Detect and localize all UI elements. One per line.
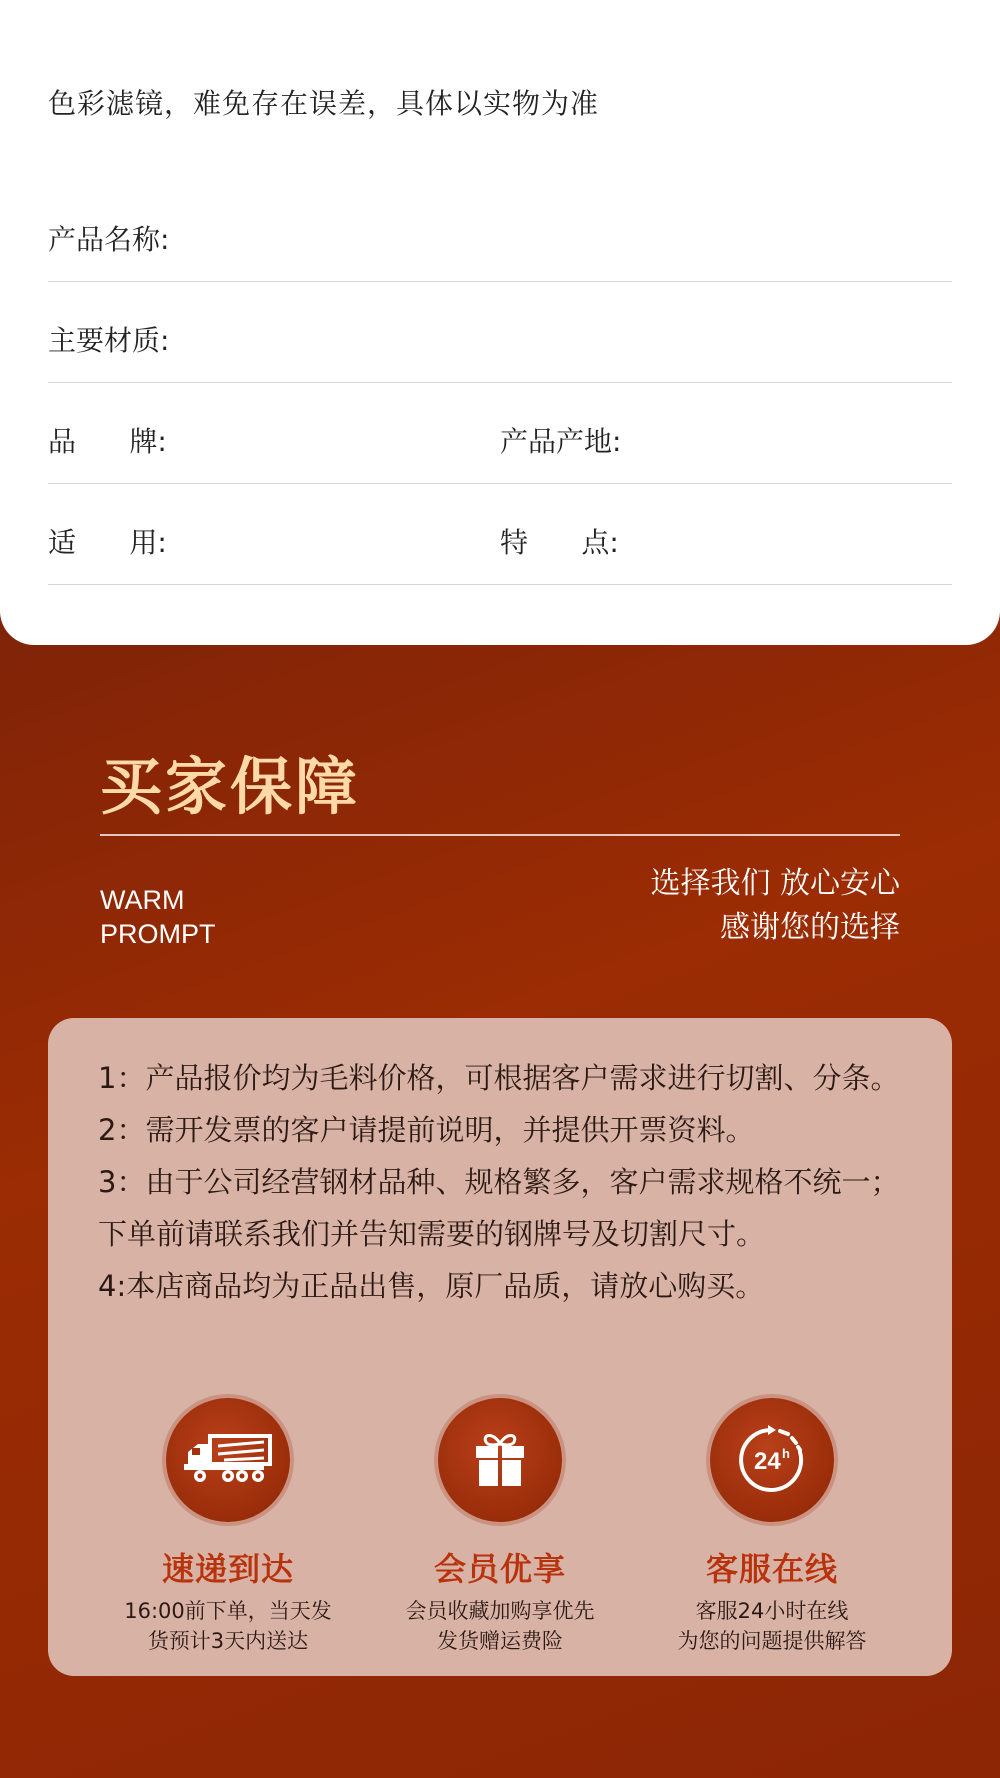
24h-service-icon bbox=[710, 1398, 834, 1522]
notice-item: 4:本店商品均为正品出售，原厂品质，请放心购买。 bbox=[98, 1269, 765, 1303]
spec-row-product-name bbox=[48, 181, 952, 282]
delivery-truck-icon bbox=[166, 1398, 290, 1522]
slogan-line1: 选择我们 放心安心 bbox=[650, 866, 900, 901]
feature-desc-member bbox=[364, 1596, 636, 1656]
feature-service bbox=[636, 1398, 908, 1656]
feature-title-delivery: 速递到达 bbox=[161, 1550, 294, 1588]
gift-box-icon bbox=[438, 1398, 562, 1522]
feature-desc-line: 货预计3天内送达 bbox=[147, 1629, 309, 1653]
feature-desc-delivery bbox=[92, 1596, 364, 1656]
spec-row-usage-features bbox=[48, 484, 952, 585]
spec-label-features: 特 点: bbox=[500, 526, 619, 559]
spec-label-product-name: 产品名称: bbox=[48, 223, 170, 256]
spec-label-material: 主要材质: bbox=[48, 324, 170, 357]
guarantee-title: 买家保障 bbox=[100, 750, 361, 823]
slogan bbox=[650, 862, 900, 950]
feature-title-service: 客服在线 bbox=[705, 1550, 838, 1588]
notice-item: 2：需开发票的客户请提前说明，并提供开票资料。 bbox=[98, 1113, 755, 1147]
color-disclaimer: 色彩滤镜，难免存在误差，具体以实物为准 bbox=[48, 87, 600, 120]
guarantee-divider bbox=[100, 834, 900, 836]
feature-desc-line: 为您的问题提供解答 bbox=[677, 1629, 867, 1653]
feature-desc-line: 客服24小时在线 bbox=[695, 1599, 849, 1623]
notice-card bbox=[48, 1018, 952, 1676]
24h-icon-number: 24 bbox=[754, 1448, 781, 1475]
24h-icon-unit: h bbox=[782, 1446, 790, 1461]
notice-item: 1：产品报价均为毛料价格，可根据客户需求进行切割、分条。 bbox=[98, 1061, 900, 1095]
feature-desc-service bbox=[636, 1596, 908, 1656]
spec-label-brand: 品 牌: bbox=[48, 425, 167, 458]
spec-label-usage: 适 用: bbox=[48, 526, 167, 559]
spec-label-origin: 产品产地: bbox=[500, 425, 622, 458]
feature-delivery bbox=[92, 1398, 364, 1656]
warm-prompt-line2: PROMPT bbox=[100, 919, 216, 949]
notice-item: 3：由于公司经营钢材品种、规格繁多，客户需求规格不统一；下单前请联系我们并告知需要的钢牌号及切割尺寸。 bbox=[98, 1165, 900, 1251]
feature-desc-line: 16:00前下单，当天发 bbox=[124, 1599, 332, 1623]
feature-desc-line: 发货赠运费险 bbox=[437, 1629, 563, 1653]
notice-list bbox=[98, 1052, 918, 1312]
spec-row-material bbox=[48, 282, 952, 383]
product-info-card bbox=[0, 0, 1000, 645]
spec-row-brand-origin bbox=[48, 383, 952, 484]
feature-member bbox=[364, 1398, 636, 1656]
feature-desc-line: 会员收藏加购享优先 bbox=[405, 1599, 595, 1623]
feature-title-member: 会员优享 bbox=[433, 1550, 566, 1588]
warm-prompt-label bbox=[100, 883, 216, 951]
feature-row bbox=[48, 1398, 952, 1658]
warm-prompt-line1: WARM bbox=[100, 885, 185, 915]
slogan-line2: 感谢您的选择 bbox=[720, 910, 900, 945]
